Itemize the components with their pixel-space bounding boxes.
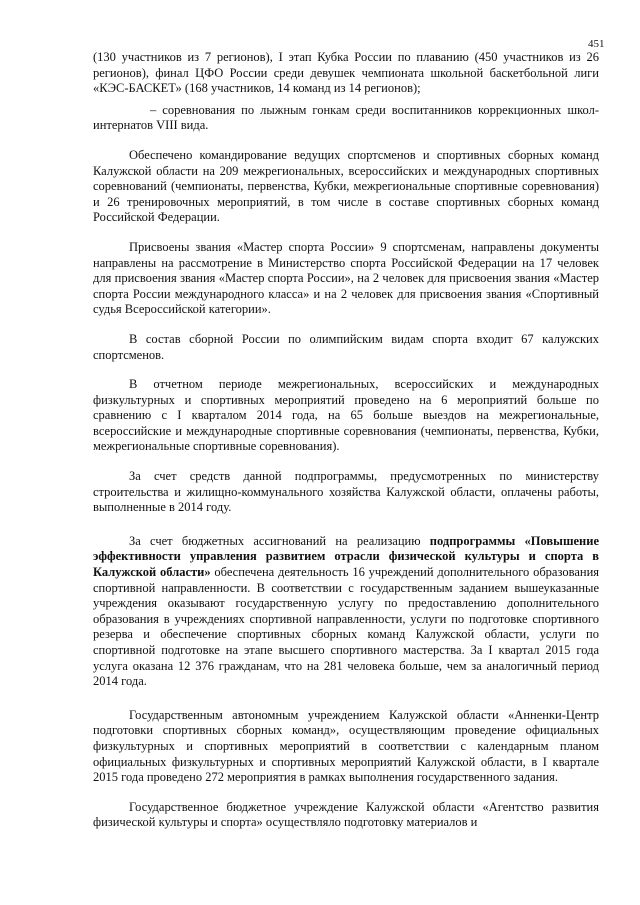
paragraph-8-lead: За счет бюджетных ассигнований на реализацию (129, 533, 430, 548)
paragraph-5: В состав сборной России по олимпийским видам спорта входит 67 калужских спортсменов. (93, 331, 599, 362)
subprogram-title: подпрограммы «Повышение эффективности управления развитием отрасли физической культуры и спорта в Калужской области» (93, 533, 599, 580)
document-body (93, 50, 599, 831)
paragraph-10: Государственное бюджетное учреждение Калужской области «Агентство развития физической культуры и спорта» осуществляло подготовку материалов и (93, 799, 599, 830)
paragraph-1: (130 участников из 7 регионов), I этап Кубка России по плаванию (450 участников из 26 регионов), финал ЦФО России среди девушек чемпионата школьной баскетбольной лиги «КЭС-БАСКЕТ» (168 участников, 14 команд из 14 регионов); (93, 50, 599, 96)
paragraph-6: В отчетном периоде межрегиональных, всероссийских и международных физкультурных и спортивных мероприятий проведено на 6 мероприятий больше по сравнению с I кварталом 2014 года, на 65 больше выездов на межрегиональные, всероссийские и международные спортивные соревнования (чемпионаты, первенства, Кубки, межрегиональные спортивные соревнования). (93, 377, 599, 454)
paragraph-8 (93, 534, 599, 690)
paragraph-4: Присвоены звания «Мастер спорта России» 9 спортсменам, направлены документы направлены на рассмотрение в Министерство спорта Российской Федерации на 17 человек для присвоения звания «Мастер спорта России», на 2 человек для присвоения звания «Мастер спорта России международного класса» и на 2 человек для присвоения звания «Спортивный судья Всероссийской категории». (93, 239, 599, 317)
paragraph-9: Государственным автономным учреждением Калужской области «Анненки-Центр подготовки спортивных сборных команд», осуществляющим проведение официальных физкультурных и спортивных мероприятий в соответствии с календарным планом официальных физкультурных и спортивных мероприятий Калужской области, в I квартале 2015 года проведено 272 мероприятия в рамках выполнения государственного задания. (93, 707, 599, 785)
paragraph-7: За счет средств данной подпрограммы, предусмотренных по министерству строительства и жилищно-коммунального хозяйства Калужской области, оплачены работы, выполненные в 2014 году. (93, 469, 599, 515)
page-number: 451 (588, 38, 605, 50)
paragraph-2: – соревнования по лыжным гонкам среди воспитанников коррекционных школ-интернатов VIII вида. (93, 102, 599, 133)
paragraph-8-rest: обеспечена деятельность 16 учреждений дополнительного образования спортивной направленности. В соответствии с государственным заданием вышеуказанные учреждения оказывают государственную услугу по предоставлению дополнительного образования в учреждениях спортивной направленности, услуги по подготовке спортивного резерва и обеспечение спортивных сборных команд Калужской области, услуги по спортивной подготовке на этапе высшего спортивного мастерства. За I квартал 2015 года услуга оказана 12 376 гражданам, что на 281 человека больше, чем за аналогичный период 2014 года. (93, 565, 600, 689)
paragraph-3: Обеспечено командирование ведущих спортсменов и спортивных сборных команд Калужской области на 209 межрегиональных, всероссийских и международных спортивных соревнований (чемпионаты, первенства, Кубки, межрегиональные спортивные соревнования) и 26 тренировочных мероприятий, в том числе в составе спортивных сборных команд Российской Федерации. (93, 147, 599, 225)
